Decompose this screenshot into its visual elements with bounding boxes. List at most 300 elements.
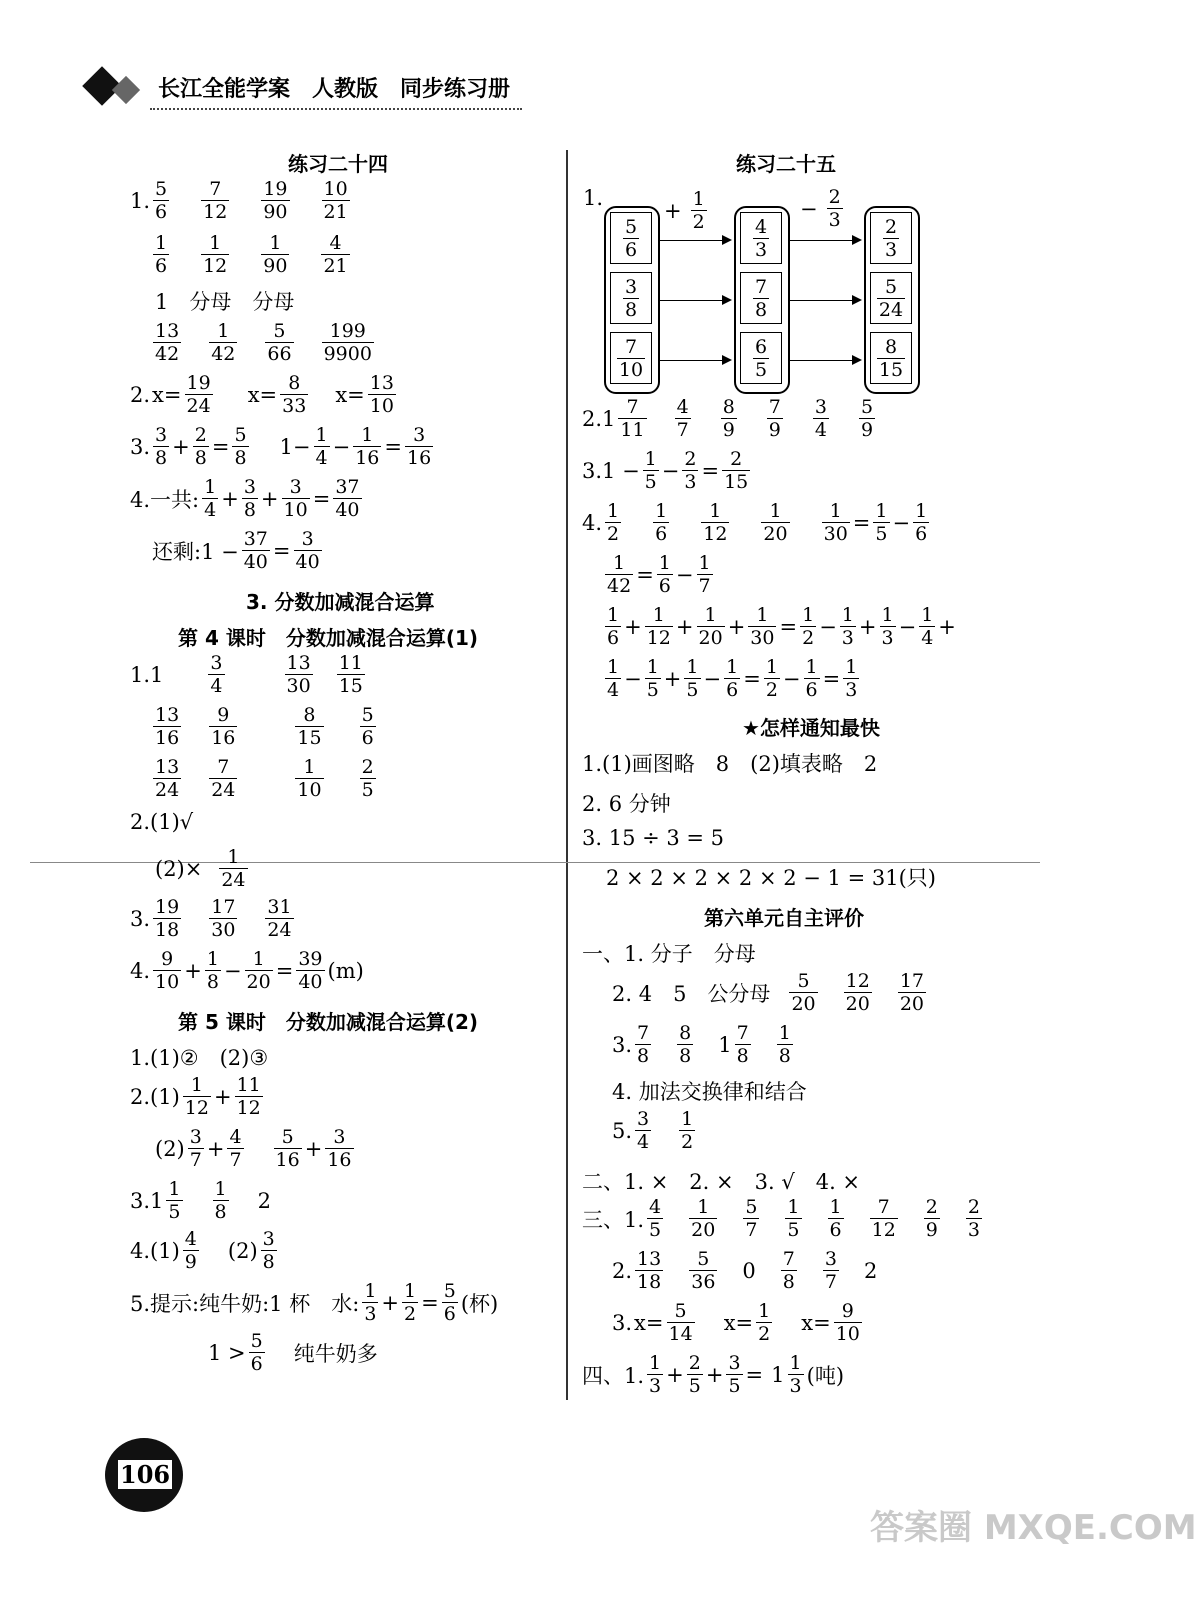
text: 2. 4 5 公分母 [612, 981, 771, 1006]
text: 2.(1)√ [130, 810, 194, 834]
fraction: 1 5 [787, 1196, 800, 1241]
fraction: $\frac{1}{2}$ [758, 1300, 771, 1345]
fraction: 3 8 [624, 275, 638, 321]
text: − [782, 666, 801, 691]
text: 2.(1) [130, 1084, 180, 1109]
text: − [661, 458, 680, 483]
fraction: 13 24 [155, 756, 180, 801]
fraction: 5 6 [250, 1330, 263, 1375]
fraction: 10 21 [323, 178, 348, 223]
fraction: 1 8 [214, 1178, 227, 1223]
fraction: 7 12 [871, 1196, 896, 1241]
text: = [272, 538, 291, 563]
fraction: $\frac{1}{6}$ [658, 552, 671, 597]
fraction: $\frac{9}{10}$ [835, 1300, 860, 1345]
ex25-q1-label [583, 186, 603, 210]
column-divider [566, 150, 568, 1400]
fraction: $\frac{2}{5}$ [688, 1352, 701, 1397]
ex25-q4-line3 [604, 604, 956, 649]
fraction: 1 6 [155, 232, 168, 277]
text: 1. [583, 186, 604, 210]
fraction: 8 15 [878, 335, 904, 381]
fraction: 4 7 [676, 396, 689, 441]
text: 纯牛奶多 [293, 1341, 378, 1366]
text: = [822, 666, 841, 691]
fraction: 5 6 [624, 215, 638, 261]
text: x= [634, 1310, 664, 1335]
fraction: 7 24 [211, 756, 236, 801]
text: 3. [612, 1032, 633, 1057]
fraction: $\frac{1}{30}$ [750, 604, 775, 649]
column-3-cell [870, 332, 912, 384]
fraction: 2 5 [361, 756, 374, 801]
text: = [384, 434, 403, 459]
fraction: $\frac{13}{10}$ [369, 372, 394, 417]
text: 4. 加法交换律和结合 [612, 1080, 807, 1104]
text: (杯) [460, 1291, 499, 1316]
text: = [852, 510, 871, 535]
fraction: $\frac{8}{33}$ [282, 372, 307, 417]
fraction: 5 9 [860, 396, 874, 441]
text: x= [335, 382, 365, 407]
notify-q3 [582, 826, 724, 850]
text: + [221, 486, 239, 511]
fraction: $\frac{1}{2}$ [404, 1280, 417, 1325]
l4-q1-row2 [152, 704, 377, 749]
text: − [892, 510, 911, 535]
text: − [819, 614, 837, 639]
ex25-q4-line4 [604, 656, 860, 701]
fraction: 12 20 [845, 970, 870, 1015]
fraction: 199 9900 [323, 320, 372, 365]
text: − [624, 666, 642, 691]
text: 5.提示:纯牛奶:1 杯 水: [130, 1291, 360, 1316]
ex24-q1-row4 [152, 320, 375, 365]
text: + [304, 1136, 323, 1161]
fraction: 19 90 [263, 178, 288, 223]
arrow-icon [788, 240, 860, 241]
fraction: 11 15 [338, 652, 363, 697]
fraction: $\frac{37}{40}$ [243, 528, 268, 573]
column-1-cell [610, 272, 652, 324]
text: + [858, 614, 877, 639]
fraction: $\frac{4}{7}$ [229, 1126, 242, 1171]
operation-add-label [664, 188, 708, 233]
text: (吨) [806, 1363, 845, 1388]
fraction: 1 4 [204, 476, 217, 521]
fraction: $\frac{1}{30}$ [823, 500, 848, 545]
text: 3. [130, 906, 151, 931]
fraction: 1 3 [649, 1352, 662, 1397]
fraction: 1 8 [778, 1022, 791, 1067]
column-3-cell [870, 272, 912, 324]
ex25-q3 [582, 448, 751, 493]
text: − [332, 434, 351, 459]
text: 四、1. [582, 1363, 645, 1388]
exercise-24-title: 练习二十四 [288, 152, 388, 176]
fraction: $\frac{1}{16}$ [355, 424, 380, 469]
text: + [172, 434, 190, 459]
fraction: $\frac{1}{4}$ [315, 424, 328, 469]
l4-q2-1 [130, 810, 193, 834]
column-2-cell [740, 212, 782, 264]
text: 4. [130, 958, 151, 983]
fraction: $\frac{1}{3}$ [881, 604, 894, 649]
fraction: 1 6 [829, 1196, 842, 1241]
l5-q5-conclusion [208, 1330, 378, 1375]
text: = [421, 1290, 439, 1315]
l5-q2-2 [155, 1126, 355, 1171]
fraction: 17 20 [899, 970, 924, 1015]
fraction: 3 8 [262, 1228, 275, 1273]
fraction: 1 24 [221, 846, 246, 891]
fraction: 5 7 [745, 1196, 758, 1241]
text: 4. [582, 510, 603, 535]
text: 二、1. × 2. × 3. √ 4. × [582, 1170, 861, 1194]
fraction: 4 3 [754, 215, 768, 261]
exercise-25-title: 练习二十五 [736, 152, 836, 176]
text: + [727, 614, 746, 639]
text: 3. [612, 1310, 633, 1335]
fraction: $\frac{1}{5}$ [644, 448, 657, 493]
fraction: 3 7 [824, 1248, 837, 1293]
fraction: 7 8 [782, 1248, 795, 1293]
l4-q1-row1 [130, 652, 366, 697]
unit6-q3-1 [582, 1196, 983, 1241]
unit6-q1-5 [612, 1108, 696, 1153]
unit6-q4 [582, 1352, 844, 1397]
lesson-5-title: 第 5 课时 分数加减混合运算(2) [178, 1010, 479, 1034]
text: 2.1 [582, 406, 616, 431]
l4-q3 [130, 896, 295, 941]
text: x= [152, 382, 182, 407]
header-divider [150, 108, 522, 110]
text: + [381, 1290, 400, 1315]
text: + [624, 614, 642, 639]
fraction: 7 8 [754, 275, 768, 321]
fraction: $\frac{1}{3}$ [841, 604, 854, 649]
fraction: $\frac{3}{40}$ [295, 528, 320, 573]
fraction: 9 16 [211, 704, 236, 749]
fraction: $\frac{2}{8}$ [194, 424, 207, 469]
text: + [705, 1362, 724, 1387]
section-3-title: 3. 分数加减混合运算 [246, 590, 435, 614]
fraction: 5 6 [155, 178, 168, 223]
fraction: $\frac{1}{5}$ [686, 656, 699, 701]
fraction: 4 9 [184, 1228, 197, 1273]
fraction: 17 30 [211, 896, 236, 941]
l5-q2-1 [130, 1074, 264, 1119]
fraction: 5 66 [267, 320, 292, 365]
text: = [211, 434, 230, 459]
text: 1. [130, 188, 151, 213]
ex24-q1-row1 [130, 178, 351, 223]
unit6-q1-4 [612, 1076, 807, 1106]
text: 0 [742, 1258, 756, 1283]
fraction: $\frac{1}{5}$ [875, 500, 888, 545]
l4-q1-row3 [152, 756, 377, 801]
ex25-q4-line1 [582, 500, 930, 545]
text: 2 [863, 1258, 878, 1283]
text: + [213, 1084, 232, 1109]
arrow-icon [658, 360, 730, 361]
fraction: 7 11 [620, 396, 645, 441]
ex24-q4-remaining [152, 528, 323, 573]
unit-6-title: 第六单元自主评价 [704, 906, 864, 930]
text: − [703, 666, 722, 691]
column-2-cell [740, 272, 782, 324]
watermark-logo: 答案圈 MXQE.COM [870, 1508, 1197, 1548]
unit6-q1-2 [612, 970, 927, 1015]
text: = [745, 1362, 764, 1387]
fraction: $\frac{1}{4}$ [921, 604, 934, 649]
text: 4.(1) [130, 1238, 180, 1263]
column-1-cell [610, 332, 652, 384]
operation-subtract-label [800, 186, 844, 231]
fraction: 1 6 [607, 604, 620, 649]
text: (2)× [155, 856, 203, 881]
text: (2) [227, 1238, 258, 1263]
text: 3. 15 ÷ 3 = 5 [582, 826, 725, 850]
fraction: 31 24 [267, 896, 292, 941]
fraction: 13 16 [155, 704, 180, 749]
fraction: $\frac{1}{12}$ [646, 604, 671, 649]
fraction: 1 2 [607, 500, 620, 545]
l4-q4 [130, 948, 364, 993]
text: − [223, 958, 242, 983]
unit6-q1-1 [582, 938, 756, 968]
fraction: $\frac{1}{2}$ [802, 604, 815, 649]
fraction: 2 3 [828, 186, 841, 231]
fraction: 3 4 [637, 1108, 650, 1153]
unit6-q1-3 [612, 1022, 794, 1067]
text: + [664, 198, 682, 223]
column-3-cell [870, 212, 912, 264]
fraction: 1 10 [297, 756, 322, 801]
text: + [666, 1362, 684, 1387]
text: x= [723, 1310, 754, 1335]
fraction: 1 20 [691, 1196, 716, 1241]
text: 1 分母 分母 [155, 290, 295, 314]
ex24-q4 [130, 476, 363, 521]
arrow-icon [788, 360, 860, 361]
fraction: 1 12 [203, 232, 228, 277]
text: + [663, 666, 682, 691]
fraction: $\frac{3}{5}$ [728, 1352, 741, 1397]
fraction: 4 5 [649, 1196, 662, 1241]
fraction: 1 5 [168, 1178, 181, 1223]
fraction: $\frac{39}{40}$ [298, 948, 323, 993]
unit6-q3-2 [612, 1248, 877, 1293]
column-2-cell [740, 332, 782, 384]
text: 1.1 [130, 662, 164, 687]
fraction: $\frac{2}{3}$ [684, 448, 697, 493]
fraction: $\frac{5}{14}$ [668, 1300, 693, 1345]
fraction: $\frac{11}{12}$ [236, 1074, 261, 1119]
fraction: $\frac{3}{16}$ [327, 1126, 352, 1171]
logo-diamonds [80, 66, 150, 110]
fraction: 5 6 [361, 704, 374, 749]
fraction: 5 16 [275, 1126, 300, 1171]
fraction: 7 12 [203, 178, 228, 223]
fraction: 7 8 [736, 1022, 749, 1067]
unit6-q3-3 [612, 1300, 863, 1345]
text: 一、1. 分子 分母 [582, 942, 756, 966]
l5-q1 [130, 1042, 268, 1072]
text: 3.1 − [582, 458, 640, 483]
text: = [636, 562, 654, 587]
fraction: 13 18 [637, 1248, 662, 1293]
text: 1− [279, 434, 311, 459]
text: − [675, 562, 694, 587]
fraction: $\frac{5}{8}$ [234, 424, 247, 469]
fraction: $\frac{3}{10}$ [283, 476, 308, 521]
fraction: 7 9 [768, 396, 781, 441]
arrow-icon [658, 240, 730, 241]
ex24-q2 [130, 372, 397, 417]
fraction: 8 8 [679, 1022, 692, 1067]
fraction: 2 3 [967, 1196, 980, 1241]
text: 2 [257, 1188, 271, 1213]
fraction: $\frac{1}{8}$ [206, 948, 219, 993]
text: 3.1 [130, 1188, 164, 1213]
l5-q4 [130, 1228, 278, 1273]
fraction: 5 20 [791, 970, 816, 1015]
fraction: $\frac{19}{24}$ [186, 372, 211, 417]
text: 4.一共: [130, 487, 200, 512]
text: 1 [771, 1362, 785, 1387]
notify-title: ★怎样通知最快 [742, 716, 880, 740]
ex25-q2 [582, 396, 876, 441]
fraction: 6 5 [754, 335, 768, 381]
ex24-q1-row2 [152, 232, 351, 277]
text: + [938, 614, 956, 639]
fraction: 7 8 [637, 1022, 650, 1067]
text: x= [247, 382, 278, 407]
fraction: 5 36 [691, 1248, 716, 1293]
fraction: 3 7 [189, 1126, 202, 1171]
text: 3. [130, 434, 151, 459]
fraction: $\frac{3}{8}$ [243, 476, 256, 521]
fraction: $\frac{37}{40}$ [335, 476, 360, 521]
text: + [675, 614, 694, 639]
fraction: 1 42 [211, 320, 236, 365]
text: = [275, 958, 294, 983]
fraction: 13 30 [286, 652, 311, 697]
fraction: $\frac{1}{6}$ [805, 656, 818, 701]
fraction: 1 3 [789, 1352, 802, 1397]
fraction: 19 18 [155, 896, 180, 941]
notify-q2 [582, 788, 671, 818]
text: 2 × 2 × 2 × 2 × 2 − 1 = 31(只) [606, 866, 936, 890]
fraction: 3 4 [210, 652, 223, 697]
fraction: 2 3 [884, 215, 898, 261]
notify-q3-cont [606, 862, 936, 892]
fraction: $\frac{1}{7}$ [698, 552, 711, 597]
fraction: 1 2 [692, 188, 705, 233]
fraction: 13 42 [155, 320, 180, 365]
fraction: $\frac{1}{5}$ [646, 656, 659, 701]
text: x= [801, 1310, 831, 1335]
text: (m) [327, 958, 364, 983]
l5-q3 [130, 1178, 271, 1223]
fraction: 1 2 [681, 1108, 694, 1153]
fraction: 1 3 [364, 1280, 377, 1325]
text: 2. [612, 1258, 633, 1283]
notify-q1 [582, 748, 877, 778]
text: 2. [130, 382, 151, 407]
ex24-q3 [130, 424, 434, 469]
text: = [743, 666, 761, 691]
column-1-cell [610, 212, 652, 264]
text: = [779, 614, 798, 639]
text: 1 > [208, 1340, 246, 1365]
header-title: 长江全能学案 人教版 同步练习册 [158, 77, 511, 102]
fraction: 5 24 [878, 275, 904, 321]
text: 5. [612, 1118, 633, 1143]
fraction: 8 9 [722, 396, 735, 441]
text: − [898, 614, 917, 639]
text: + [206, 1136, 225, 1161]
fraction: 1 4 [607, 656, 620, 701]
fraction: $\frac{1}{2}$ [765, 656, 778, 701]
text: (2) [155, 1136, 185, 1161]
fraction: $\frac{3}{16}$ [407, 424, 432, 469]
fraction: 7 10 [618, 335, 644, 381]
text: 2. 6 分钟 [582, 792, 671, 816]
fraction: 1 6 [655, 500, 668, 545]
fraction: 9 10 [155, 948, 180, 993]
fraction: 8 15 [297, 704, 322, 749]
fraction: $\frac{5}{6}$ [443, 1280, 456, 1325]
text: 1.(1)② (2)③ [130, 1046, 269, 1070]
fraction: 2 9 [925, 1196, 938, 1241]
fraction: 3 8 [155, 424, 168, 469]
fraction: $\frac{1}{20}$ [246, 948, 271, 993]
text: − [800, 196, 818, 221]
text: = [701, 458, 720, 483]
ex24-q1-row3 [155, 286, 294, 316]
page-number: 106 [120, 1460, 171, 1489]
lesson-4-title: 第 4 课时 分数加减混合运算(1) [178, 626, 479, 650]
text: 三、1. [582, 1207, 645, 1232]
fraction: $\frac{1}{42}$ [607, 552, 632, 597]
text: 还剩:1 − [152, 539, 239, 564]
text: 1.(1)画图略 8 (2)填表略 2 [582, 752, 878, 776]
text: = [312, 486, 331, 511]
fraction: $\frac{1}{6}$ [915, 500, 928, 545]
fraction: 1 90 [263, 232, 288, 277]
text: + [260, 486, 279, 511]
l5-q5 [130, 1280, 498, 1325]
arrow-icon [788, 300, 860, 301]
text: + [184, 958, 202, 983]
fraction: $\frac{2}{15}$ [724, 448, 749, 493]
fraction: 1 12 [184, 1074, 209, 1119]
fraction: 3 4 [814, 396, 827, 441]
fraction: 1 12 [703, 500, 728, 545]
fraction: $\frac{1}{20}$ [698, 604, 723, 649]
fraction: $\frac{1}{3}$ [845, 656, 858, 701]
unit6-q2 [582, 1166, 860, 1196]
fraction: $\frac{1}{6}$ [726, 656, 739, 701]
arrow-icon [658, 300, 730, 301]
fraction: 4 21 [323, 232, 348, 277]
fraction: 1 20 [763, 500, 788, 545]
l4-q2-2 [155, 846, 249, 891]
text: 1 [718, 1032, 732, 1057]
ex25-q4-line2 [604, 552, 714, 597]
